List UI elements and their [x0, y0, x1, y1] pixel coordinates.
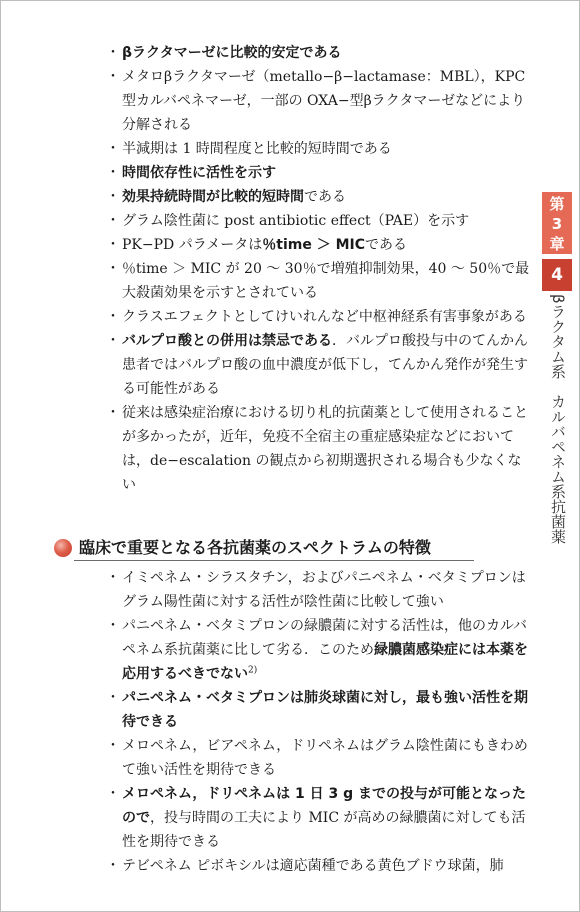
bullet-mark: ・ [106, 213, 120, 229]
bullet-mark: ・ [106, 690, 120, 706]
list-item [106, 185, 531, 209]
emphasized-text: メロペネム，ドリペネムは 1 日 3 g までの投与が可能となったので [122, 786, 527, 826]
emphasized-text: パニペネム・ベタミプロンは肺炎球菌に対し，最も強い活性を期待できる [122, 690, 528, 730]
body-text: PK−PD パラメータは [122, 237, 263, 253]
list-item [106, 137, 531, 161]
list-item [106, 566, 531, 614]
bullet-mark: ・ [106, 405, 120, 421]
bullet-mark: ・ [106, 261, 120, 277]
emphasized-text: バルプロ酸との併用は禁忌である [122, 333, 332, 349]
reference-superscript: 2) [248, 665, 258, 676]
emphasized-text: 緑膿菌感染症には本薬を応用するべきでない [122, 642, 528, 682]
bullet-mark: ・ [106, 858, 120, 874]
body-text: イミペネム・シラスタチン，およびパニペネム・ベタミプロンはグラム陽性菌に対する活性が陰性菌に比較して強い [122, 570, 526, 610]
bullet-mark: ・ [106, 69, 120, 85]
bullet-mark: ・ [106, 141, 120, 157]
heading-underline [74, 560, 474, 561]
body-text: ％time ＞ MIC が 20 ～ 30％で増殖抑制効果，40 ～ 50％で最大殺菌効果を示すとされている [122, 261, 530, 301]
heading-marker-icon [54, 539, 72, 557]
body-text: である [304, 189, 346, 205]
chapter-tab-number: 3 [551, 215, 563, 233]
section-heading [54, 537, 474, 563]
body-text: 従来は感染症治療における切り札的抗菌薬として使用されることが多かったが，近年，免疫不全宿主の重症感染症などにおいては，de−escalation の観点から初期選択される場合も少なくない [122, 405, 528, 493]
bullet-mark: ・ [106, 165, 120, 181]
section-heading-text: 臨床で重要となる各抗菌薬のスペクトラムの特徴 [79, 538, 431, 557]
list-item [106, 734, 531, 782]
bullet-mark: ・ [106, 618, 120, 634]
list-item [106, 65, 531, 137]
body-text: クラスエフェクトとしてけいれんなど中枢神経系有害事象がある [122, 309, 527, 325]
body-text: ，投与時間の工夫により MIC が高めの緑膿菌に対しても活性を期待できる [122, 810, 526, 850]
section-number-tab: 4 [542, 259, 572, 291]
list-item [106, 686, 531, 734]
list-item [106, 782, 531, 854]
list-item [106, 614, 531, 686]
body-text: グラム陰性菌に post antibiotic effect（PAE）を示す [122, 213, 470, 229]
emphasized-text: ％time ＞ MIC [262, 237, 366, 253]
emphasized-text: βラクタマーゼに比較的安定である [122, 45, 342, 61]
chapter-tab-char: 第 [549, 195, 565, 213]
bullet-mark: ・ [106, 45, 120, 61]
list-item [106, 305, 531, 329]
bullet-mark: ・ [106, 570, 120, 586]
list-item [106, 854, 531, 878]
list-item [106, 257, 531, 305]
body-text: パニペネム・ベタミプロンの緑膿菌に対する活性は，他のカルバペネム系抗菌薬に比して劣る．このため [122, 618, 528, 658]
bullet-mark: ・ [106, 738, 120, 754]
emphasized-text: 時間依存性に活性を示す [122, 165, 276, 181]
emphasized-text: 効果持続時間が比較的短時間 [122, 189, 304, 205]
body-text: 半減期は 1 時間程度と比較的短時間である [122, 141, 392, 157]
bullet-mark: ・ [106, 189, 120, 205]
body-text: である [365, 237, 408, 253]
body-text: テビペネム ピボキシルは適応菌種である黄色ブドウ球菌，肺 [122, 858, 504, 874]
chapter-tab-char: 章 [549, 235, 565, 253]
list-item [106, 233, 531, 257]
list-item [106, 401, 531, 497]
list-item [106, 329, 531, 401]
bullet-mark: ・ [106, 237, 120, 253]
bullet-mark: ・ [106, 333, 120, 349]
list-item [106, 161, 531, 185]
body-text: メロペネム，ビアペネム，ドリペネムはグラム陰性菌にもきわめて強い活性を期待できる [122, 738, 528, 778]
body-text: メタロβラクタマーゼ（metallo−β−lactamase：MBL），KPC 型カルバペネマーゼ，一部の OXA−型βラクタマーゼなどにより分解される [122, 69, 526, 133]
bullet-list-top [106, 41, 531, 497]
body-text: ．バルプロ酸投与中のてんかん患者ではバルプロ酸の血中濃度が低下し，てんかん発作が発生する可能性がある [122, 333, 528, 397]
bullet-mark: ・ [106, 309, 120, 325]
list-item [106, 209, 531, 233]
list-item [106, 41, 531, 65]
running-side-title: βラクタム系 カルバペネム系抗菌薬 [549, 294, 567, 544]
bullet-mark: ・ [106, 786, 120, 802]
chapter-tab [542, 192, 572, 254]
bullet-list-bottom [106, 566, 531, 878]
